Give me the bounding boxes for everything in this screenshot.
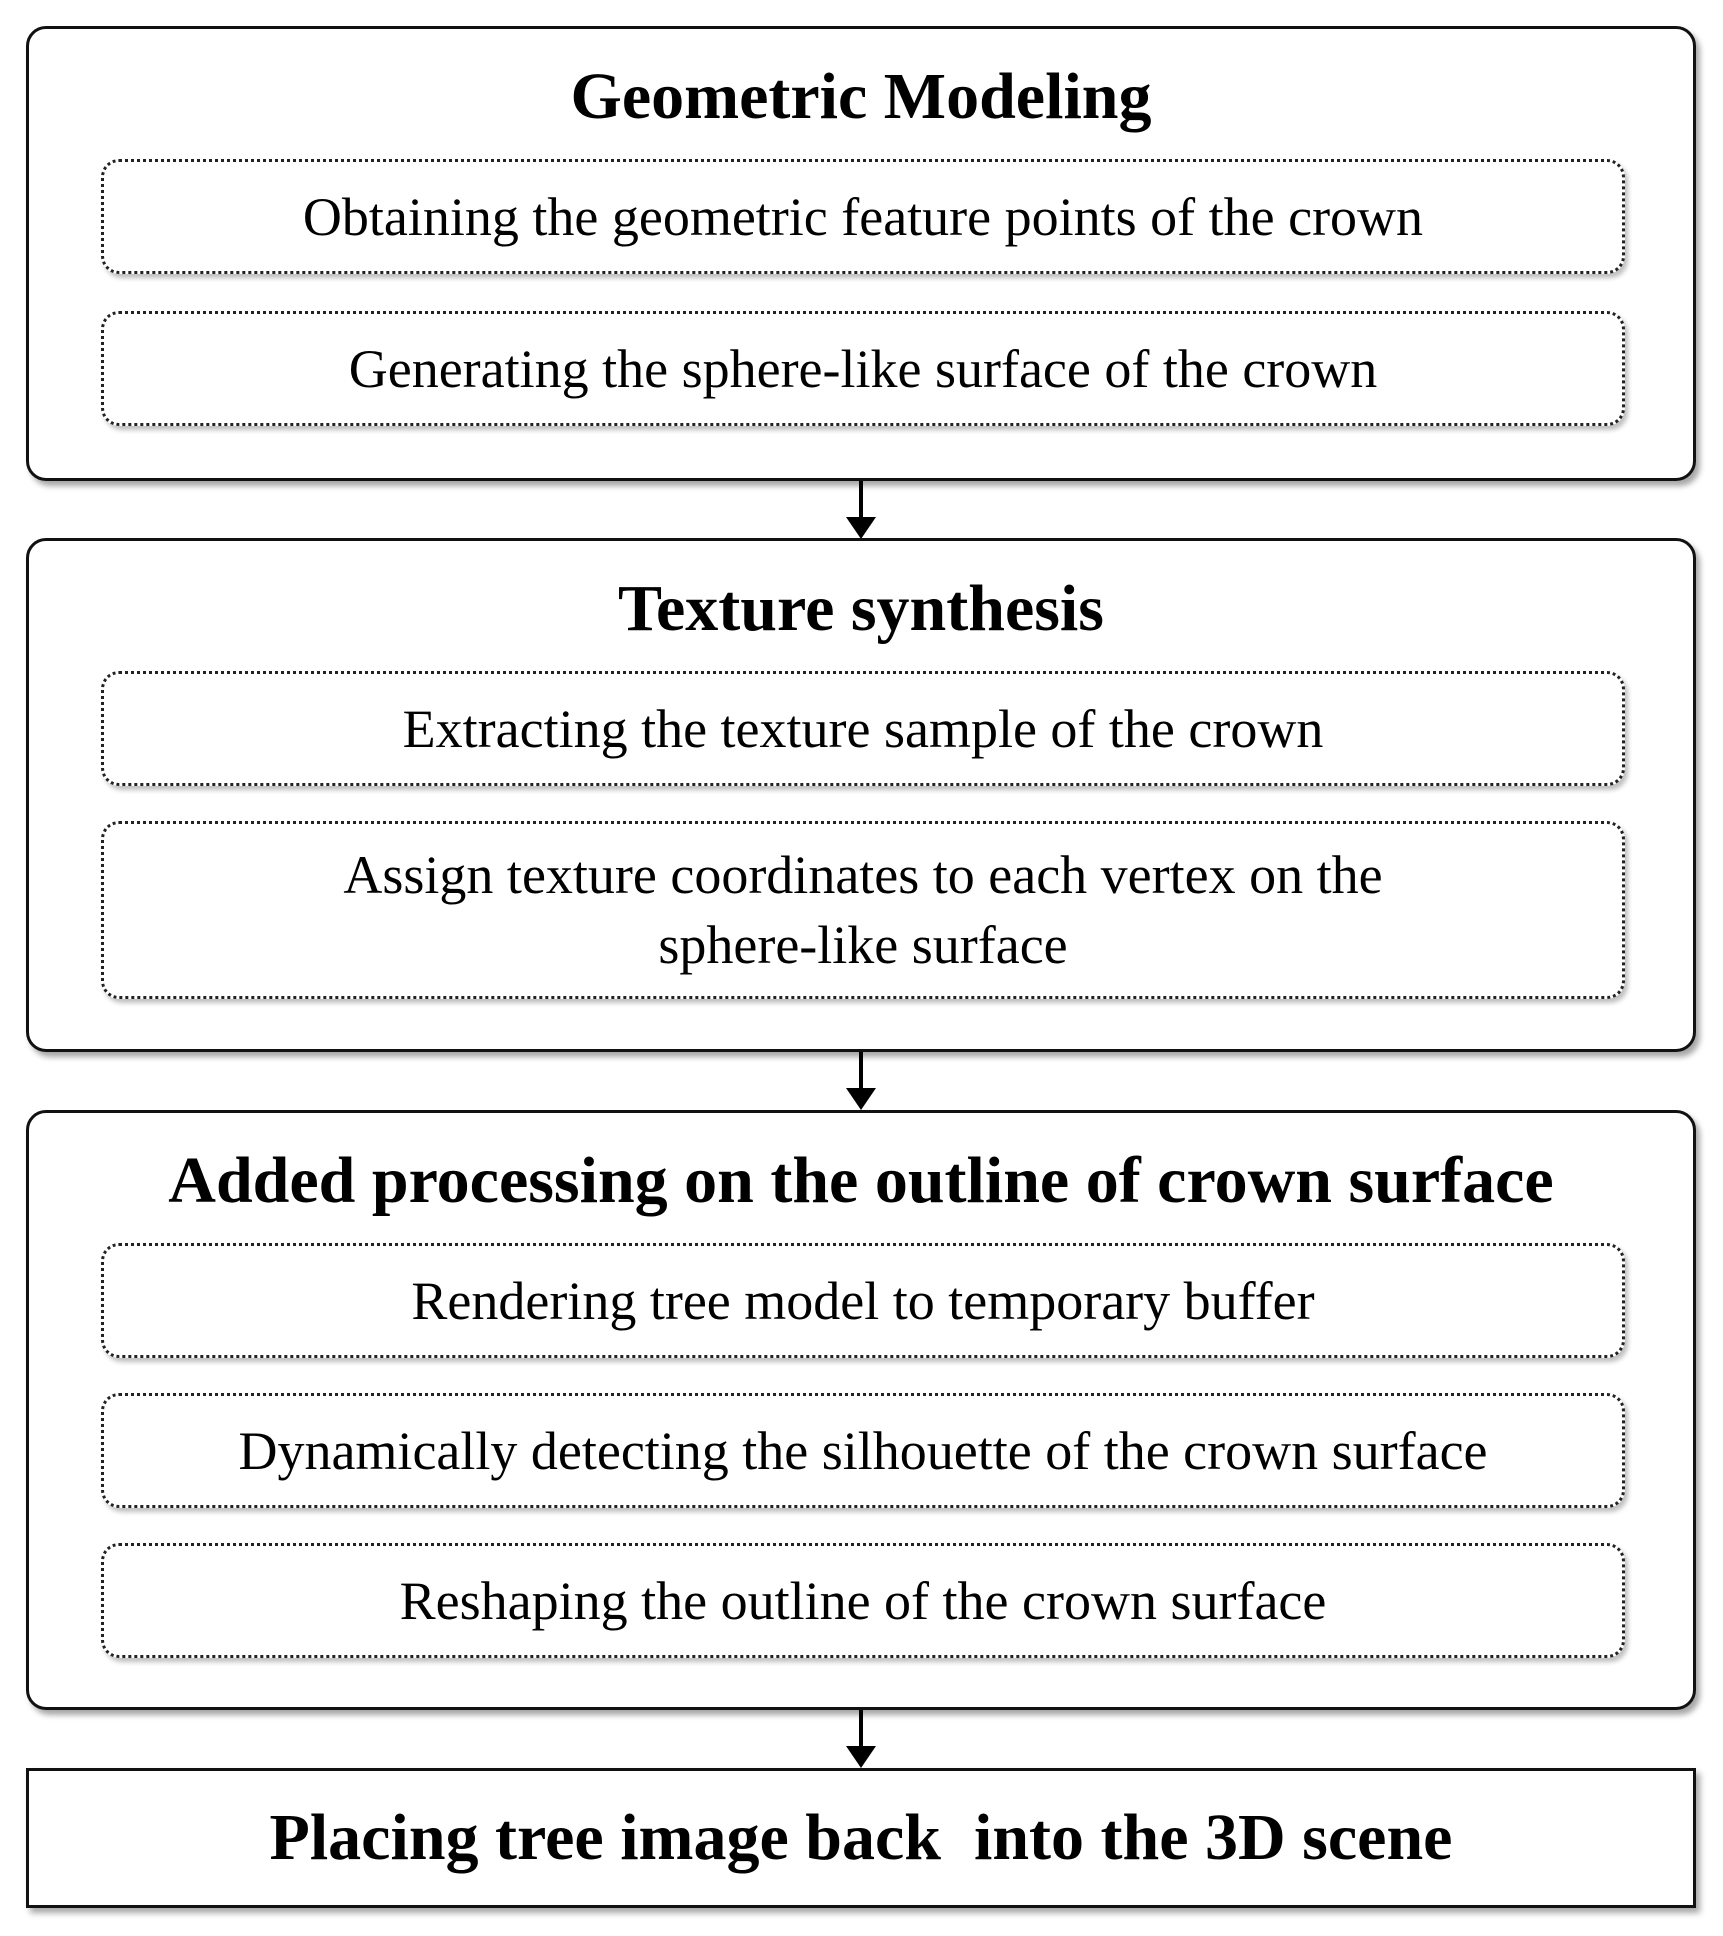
arrow-2 <box>846 1052 876 1110</box>
final-step-placing-image: Placing tree image back into the 3D scene <box>26 1768 1696 1908</box>
group-geometric-modeling <box>26 26 1696 481</box>
step-assign-texture-coordinates: Assign texture coordinates to each vertex on the sphere-like surface <box>101 821 1625 999</box>
step-obtaining-feature-points: Obtaining the geometric feature points of the crown <box>101 159 1625 274</box>
group-title: Texture synthesis <box>618 572 1104 645</box>
group-title: Geometric Modeling <box>570 60 1152 133</box>
group-outline-processing <box>26 1110 1696 1710</box>
group-title: Added processing on the outline of crown surface <box>168 1144 1554 1217</box>
arrow-1 <box>846 481 876 539</box>
step-detecting-silhouette: Dynamically detecting the silhouette of the crown surface <box>101 1393 1625 1508</box>
step-rendering-to-buffer: Rendering tree model to temporary buffer <box>101 1243 1625 1358</box>
step-reshaping-outline: Reshaping the outline of the crown surface <box>101 1543 1625 1658</box>
step-extracting-texture-sample: Extracting the texture sample of the crown <box>101 671 1625 786</box>
arrow-3 <box>846 1710 876 1768</box>
group-texture-synthesis <box>26 538 1696 1052</box>
step-generating-surface: Generating the sphere-like surface of the crown <box>101 311 1625 426</box>
